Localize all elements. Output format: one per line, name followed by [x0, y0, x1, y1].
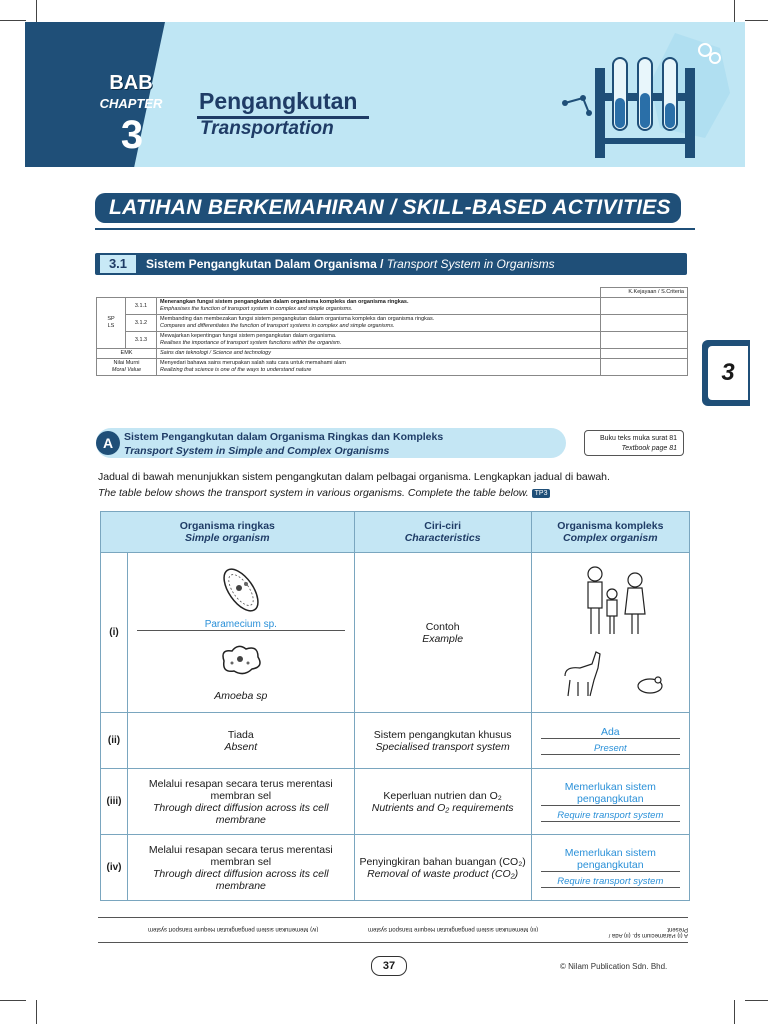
table-row: (iv) Melalui resapan secara terus merentasi membran sel Through direct diffusion across its cell membrane Penyingkiran bahan buangan (CO₂) Removal of waste product (CO₂) Memerlukan sistem pengangkutan Require transport system — [101, 835, 690, 901]
sp-ls-label: SP LS — [97, 298, 126, 349]
standard-row: 3.1.3 Mewajarkan kepentingan fungsi sistem pengangkutan dalam organisma. Realises the importance of transport system functions within the organism. — [97, 332, 688, 349]
moral-value-row: Nilai Murni Moral Value Menyedari bahawa sains merupakan salah satu cara untuk memahami alam Realizing that science is one of the ways to understand nature — [97, 359, 688, 376]
answer-line — [541, 805, 680, 806]
chapter-title: Pengangkutan — [199, 88, 358, 114]
table-row: (iii) Melalui resapan secara terus merentasi membran sel Through direct diffusion across its cell membrane Keperluan nutrien dan O₂ Nutrients and O₂ requirements Memerlukan sistem pengangkutan Require transport system — [101, 769, 690, 835]
criteria-cell — [601, 332, 688, 349]
crop-mark — [734, 0, 735, 22]
crop-mark — [36, 0, 37, 22]
side-tab-number: 3 — [708, 346, 748, 400]
answer-line — [541, 887, 680, 888]
section-title: Sistem Pengangkutan Dalam Organisma / Transport System in Organisms — [146, 257, 555, 271]
complex-organisms-illustration — [550, 556, 670, 706]
answer-line — [541, 754, 680, 755]
criteria-cell — [601, 315, 688, 332]
test-tube-rack-illustration — [555, 28, 750, 163]
header-simple: Organisma ringkas Simple organism — [101, 512, 355, 553]
bab-label: BAB — [109, 72, 153, 94]
subsection-a-title: Sistem Pengangkutan dalam Organisma Ringkas dan Kompleks — [124, 431, 444, 443]
answer-line — [541, 821, 680, 822]
chapter-number: 3 — [120, 113, 144, 157]
skill-activities-banner: LATIHAN BERKEMAHIRAN / SKILL-BASED ACTIVITIES — [95, 193, 681, 223]
answer-line — [137, 630, 345, 631]
crop-mark — [734, 1000, 735, 1024]
criteria-cell — [601, 298, 688, 315]
crop-mark — [0, 1000, 26, 1001]
crop-mark — [0, 20, 26, 21]
amoeba-illustration — [216, 641, 266, 677]
banner-underline — [95, 228, 695, 230]
answer-line — [541, 871, 680, 872]
emk-row: EMK Sains dan teknologi / Science and technology — [97, 349, 688, 359]
learning-standards-table — [96, 287, 688, 376]
paramecium-illustration — [211, 564, 271, 616]
amoeba-label: Amoeba sp — [214, 689, 268, 702]
section-number: 3.1 — [100, 255, 136, 273]
crop-mark — [745, 1000, 768, 1001]
header-complex: Organisma kompleks Complex organism — [531, 512, 689, 553]
tp-badge: TP3 — [532, 489, 551, 498]
page-number: 37 — [371, 956, 407, 976]
paramecium-answer: Paramecium sp. — [204, 618, 277, 630]
crop-mark — [745, 20, 768, 21]
table-row: (ii) Tiada Absent Sistem pengangkutan khusus Specialised transport system Ada Present — [101, 713, 690, 769]
publisher-credit: © Nilam Publication Sdn. Bhd. — [560, 962, 668, 971]
organism-table — [100, 511, 690, 901]
criteria-header: K.Kejayaan / S.Criteria — [601, 288, 688, 298]
subsection-a-badge: A — [96, 431, 120, 455]
chapter-label: CHAPTER — [99, 96, 163, 111]
standard-row: 3.1.2 Membanding dan membezakan fungsi sistem pengangkutan dalam organisma kompleks dan organisma ringkas. Compares and differentiates the function of transport systems in complex and simple organisms. — [97, 315, 688, 332]
table-row: (i) Paramecium sp. Amoeba sp Contoh Example — [101, 553, 690, 713]
header-characteristics: Ciri-ciri Characteristics — [354, 512, 531, 553]
crop-mark — [36, 1000, 37, 1024]
answer-line — [541, 738, 680, 739]
instruction-ms: Jadual di bawah menunjukkan sistem pengangkutan dalam pelbagai organisma. Lengkapkan jadual di bawah. — [98, 471, 610, 483]
textbook-reference: Buku teks muka surat 81 Textbook page 81 — [584, 430, 684, 456]
standard-row: SP LS 3.1.1 Menerangkan fungsi sistem pengangkutan dalam organisma kompleks dan organisma ringkas. Emphasises the function of transport system in complex and simple organisms. — [97, 298, 688, 315]
subsection-a-subtitle: Transport System in Simple and Complex Organisms — [124, 445, 390, 457]
chapter-subtitle: Transportation — [200, 118, 334, 139]
instruction-en: The table below shows the transport system in various organisms. Complete the table below. TP3 — [98, 487, 550, 499]
answer-key-strip: A (i) Paramecium sp. (ii) Ada / Present (iii) Memerlukan sistem pengangkutan Require transport system (iv) Memerlukan sistem pengangkutan Require transport system — [98, 917, 688, 943]
